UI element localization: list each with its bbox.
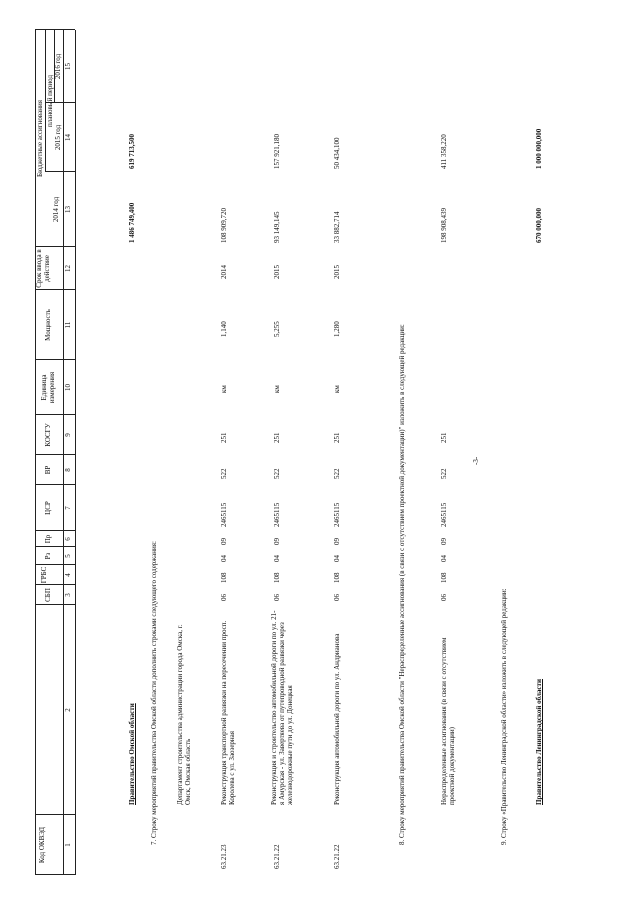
row1-kosgu: 251 xyxy=(220,432,228,443)
page-number: -3- xyxy=(472,456,480,465)
row1-power: 1,140 xyxy=(220,321,228,337)
omsk-total-2014: 1 486 749,400 xyxy=(128,202,136,243)
unalloc-2014: 198 908,439 xyxy=(440,208,448,243)
row3-term: 2015 xyxy=(333,265,341,279)
unalloc-vr: 522 xyxy=(440,468,448,479)
col-number: 11 xyxy=(64,321,72,329)
row2-unit: км xyxy=(273,385,281,393)
header-budget: Бюджетные ассигнования xyxy=(36,100,44,177)
col-number: 15 xyxy=(64,63,72,70)
header-plan: плановый период xyxy=(46,74,54,128)
row3-2015: 50 434,100 xyxy=(333,137,341,169)
col-number: 10 xyxy=(64,384,72,391)
paragraph-8: 8. Строку мероприятий правительства Омской области "Нераспределенные ассигнования (в связи с отсутствием проектной документации)" изложить в следующей редакции: xyxy=(398,324,406,845)
header-term: Срок ввода в действие xyxy=(35,249,51,288)
row2-2015: 157 921,180 xyxy=(273,134,281,169)
col-number: 5 xyxy=(64,554,72,558)
row3-vr: 522 xyxy=(333,468,341,479)
col-number: 6 xyxy=(64,537,72,541)
header-okved: Код ОКВЭД xyxy=(38,826,46,864)
header-vr: ВР xyxy=(44,465,52,475)
row2-okved: 63.21.22 xyxy=(273,844,281,869)
col-number: 12 xyxy=(64,265,72,272)
unalloc-name: Нераспределенные ассигнования (в связи с отсутствием проектной документации) xyxy=(440,637,457,805)
col-number: 7 xyxy=(64,506,72,510)
unalloc-grbs: 108 xyxy=(440,572,448,583)
row2-kosgu: 251 xyxy=(273,432,281,443)
col-number: 14 xyxy=(64,134,72,141)
row2-sbp: 06 xyxy=(273,594,281,601)
row2-term: 2015 xyxy=(273,265,281,279)
header-sbp: СБП xyxy=(44,588,52,602)
col-number: 4 xyxy=(64,573,72,577)
header-2015: 2015 год xyxy=(54,124,62,151)
row3-rz: 04 xyxy=(333,555,341,562)
col-number: 3 xyxy=(64,593,72,597)
row3-name: Реконструкция автомобильной дороги по ул. Андрианова xyxy=(333,633,341,805)
row1-csr: 2465115 xyxy=(220,502,228,527)
paragraph-9: 9. Строку «Правительство Ленинградской области» изложить в следующей редакции: xyxy=(500,588,508,845)
row3-okved: 63.21.22 xyxy=(333,844,341,869)
department-name: Департамент строительства администрации города Омска, г. Омск, Омская область xyxy=(176,624,193,805)
header-csr: ЦСР xyxy=(44,501,52,515)
row1-grbs: 108 xyxy=(220,572,228,583)
row2-power: 5,255 xyxy=(273,321,281,337)
row2-pr: 09 xyxy=(273,538,281,545)
row3-csr: 2465115 xyxy=(333,502,341,527)
leningrad-2015: 1 000 000,000 xyxy=(535,128,543,169)
row1-vr: 522 xyxy=(220,468,228,479)
col-number: 9 xyxy=(64,433,72,437)
col-number: 1 xyxy=(64,843,72,847)
unalloc-pr: 09 xyxy=(440,538,448,545)
unalloc-2015: 411 358,220 xyxy=(440,134,448,169)
row2-vr: 522 xyxy=(273,468,281,479)
table-header-divider xyxy=(63,30,64,875)
header-2016: 2016 год xyxy=(54,53,62,80)
row3-kosgu: 251 xyxy=(333,432,341,443)
section-heading-leningrad: Правительство Ленинградской области xyxy=(535,678,543,805)
row3-pr: 09 xyxy=(333,538,341,545)
row1-2014: 108 909,720 xyxy=(220,208,228,243)
unalloc-kosgu: 251 xyxy=(440,432,448,443)
unalloc-sbp: 06 xyxy=(440,594,448,601)
header-grbs: ГРБС xyxy=(40,566,48,584)
header-kosgu: КОСГУ xyxy=(44,423,52,447)
col-number: 2 xyxy=(64,708,72,712)
col-number: 13 xyxy=(64,206,72,213)
row3-grbs: 108 xyxy=(333,572,341,583)
leningrad-2014: 670 000,000 xyxy=(535,208,543,243)
row2-csr: 2465115 xyxy=(273,502,281,527)
header-unit: Единица измерения xyxy=(40,371,56,404)
omsk-total-2015: 619 713,500 xyxy=(128,134,136,169)
header-power: Мощность xyxy=(44,309,52,341)
row3-power: 1,280 xyxy=(333,321,341,337)
unalloc-csr: 2465115 xyxy=(440,502,448,527)
row1-rz: 04 xyxy=(220,555,228,562)
row1-name: Реконструкция транспортной развязки на пересечении просп. Королева с ул. Заозерная xyxy=(220,620,237,805)
unalloc-rz: 04 xyxy=(440,555,448,562)
row3-unit: км xyxy=(333,385,341,393)
row2-rz: 04 xyxy=(273,555,281,562)
header-2014: 2014 год xyxy=(52,196,60,223)
row1-term: 2014 xyxy=(220,265,228,279)
header-rz: Рз xyxy=(44,552,52,560)
paragraph-7: 7. Строку мероприятий правительства Омской области дополнить строками следующего содержания: xyxy=(150,541,158,845)
row1-okved: 63.21.23 xyxy=(220,844,228,869)
row2-name: Реконструкция и строительство автомобильной дороги по ул. 21-я Амурская - ул. Завертяева от путепроводной развязки через железнодорожные пути до ул. Донецкая xyxy=(270,610,295,805)
table-bottom-border xyxy=(75,30,76,875)
header-pr: Пр xyxy=(44,534,52,544)
row1-sbp: 06 xyxy=(220,594,228,601)
row2-grbs: 108 xyxy=(273,572,281,583)
row3-2014: 33 882,714 xyxy=(333,211,341,243)
row1-unit: км xyxy=(220,385,228,393)
row3-sbp: 06 xyxy=(333,594,341,601)
row2-2014: 93 149,145 xyxy=(273,211,281,243)
section-heading-omsk: Правительство Омской области xyxy=(128,703,136,805)
row1-pr: 09 xyxy=(220,538,228,545)
col-number: 8 xyxy=(64,468,72,472)
